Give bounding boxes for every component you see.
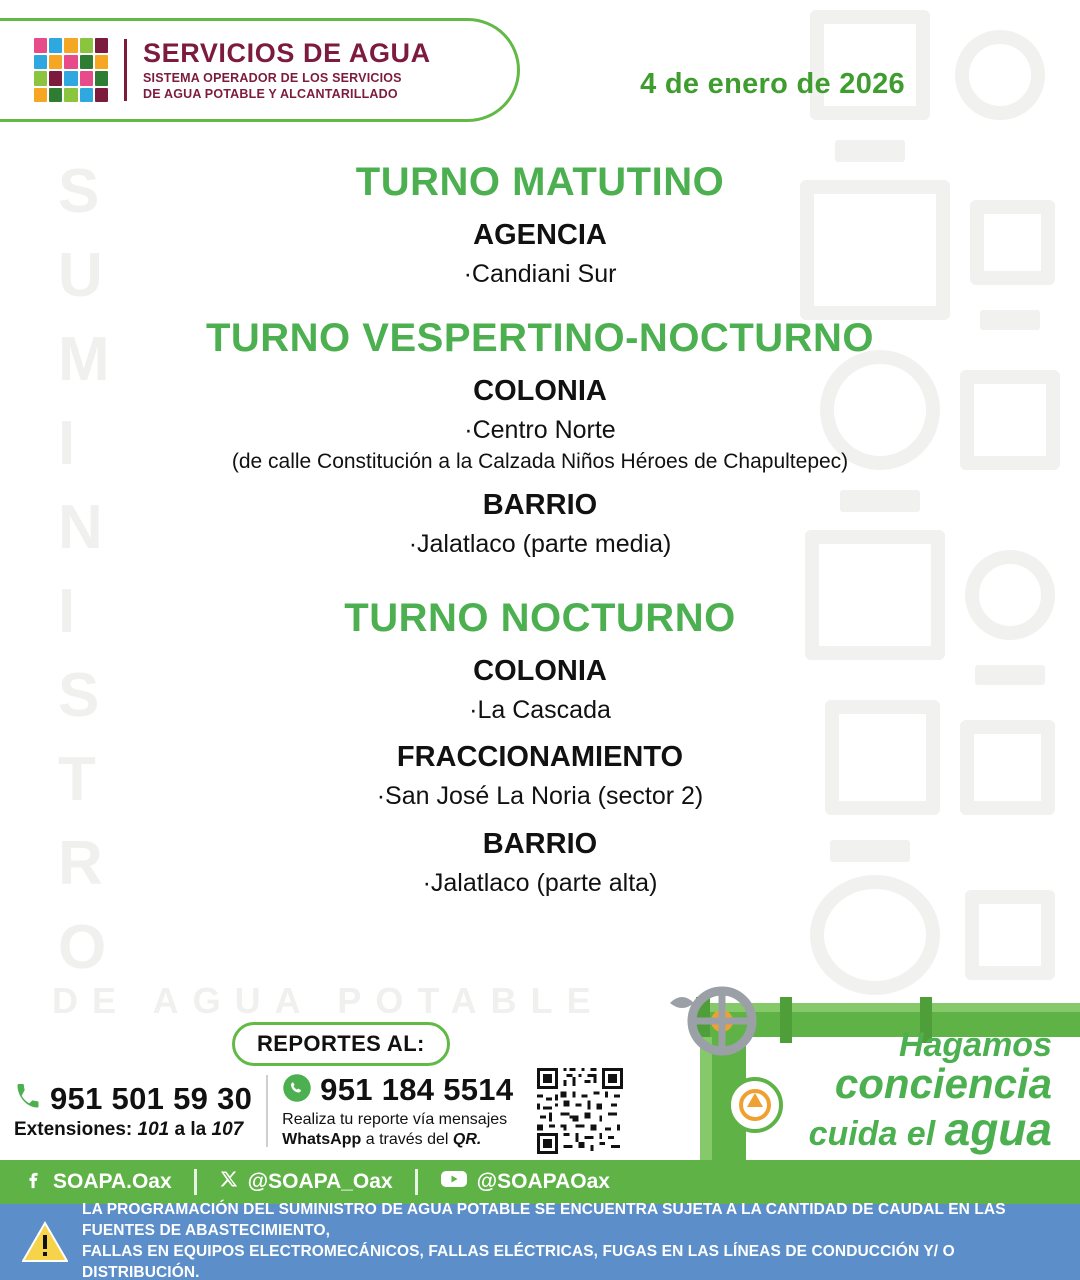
phone-icon [14,1083,42,1116]
watermark-letter: N [58,493,105,562]
spacer [0,300,1080,316]
list-item [0,258,1080,292]
item-note: (de calle Constitución a la Calzada Niños Héroes de Chapultepec) [231,449,849,473]
social-label-youtube: @SOAPAOax [476,1170,610,1193]
footer-line1: LA PROGRAMACIÓN DEL SUMINISTRO DE AGUA POTABLE SE ENCUENTRA SUJETA A LA CANTIDAD DE CAUDAL EN LAS FUENTES DE ABASTECIMIENTO, [82,1201,1006,1240]
category-heading: AGENCIA [473,219,607,251]
category-heading: COLONIA [473,374,607,407]
x-twitter-icon [219,1169,239,1195]
list-item [0,528,1080,562]
shift-title: TURNO VESPERTINO-NOCTURNO [205,315,875,360]
spacer [0,570,1080,596]
list-item [0,867,1080,901]
slogan [808,1026,1052,1155]
social-bar [0,1160,1080,1204]
shift-title: TURNO MATUTINO [355,160,725,204]
whatsapp-number[interactable]: 951 184 5514 [320,1072,514,1107]
watermark-letter: M [58,325,112,394]
social-label-facebook: SOAPA.Oax [53,1170,172,1193]
item-name: ·Centro Norte [464,415,616,444]
org-subtitle-line2: DE AGUA POTABLE Y ALCANTARILLADO [143,86,398,101]
list-item [0,780,1080,814]
publication-date: 4 de enero de 2026 [640,68,905,100]
whatsapp-block [268,1072,527,1150]
phone-number[interactable]: 951 501 59 30 [50,1081,253,1116]
watermark-letter: I [58,409,78,478]
header-banner [0,18,520,122]
watermark-letter: S [58,661,102,730]
item-name: ·Jalatlaco (parte alta) [422,869,658,898]
whatsapp-icon [282,1073,312,1108]
phone-extensions: Extensiones: 101 a la 107 [14,1119,244,1140]
list-item [0,414,1080,475]
category-heading: COLONIA [473,654,607,687]
footer-line2: FALLAS EN EQUIPOS ELECTROMECÁNICOS, FALLAS ELÉCTRICAS, FUGAS EN LAS LÍNEAS DE CONDUCCIÓN Y/ O DISTRIBUCIÓN. [82,1243,955,1280]
watermark-letter: I [58,577,78,646]
social-item-facebook[interactable] [0,1160,194,1204]
category-heading: BARRIO [482,488,598,521]
watermark-letter: O [58,913,109,982]
whatsapp-instructions: Realiza tu reporte vía mensajes WhatsApp a través del QR. [282,1111,508,1148]
org-subtitle-line1: SISTEMA OPERADOR DE LOS SERVICIOS [143,70,402,85]
qr-code[interactable] [537,1068,623,1154]
org-title: SERVICIOS DE AGUA [143,37,431,68]
watermark-letter: R [58,829,105,898]
category-heading: BARRIO [482,828,598,861]
slogan-line2: conciencia [834,1059,1052,1107]
item-name: ·Jalatlaco (parte media) [408,529,672,558]
youtube-icon [440,1168,468,1196]
phone-block [0,1081,266,1141]
item-name: ·La Cascada [469,695,611,724]
social-separator [415,1169,418,1195]
watermark-letter: S [58,157,102,226]
item-name: ·San José La Noria (sector 2) [376,782,704,811]
footer-disclaimer [0,1201,1080,1280]
watermark-letter: T [58,745,98,814]
schedule-content [0,160,1080,925]
header-divider [124,39,127,101]
facebook-icon [22,1168,44,1196]
slogan-line1: Hagamos [898,1026,1052,1064]
category-heading: FRACCIONAMIENTO [396,741,684,774]
social-label-x: @SOAPA_Oax [247,1170,393,1193]
list-item [0,694,1080,728]
spacer [0,909,1080,925]
watermark-bottom-word: DE AGUA POTABLE [52,980,605,1021]
contact-strip [0,1060,760,1162]
shift-title: TURNO NOCTURNO [344,595,736,640]
reports-badge: REPORTES AL: [232,1022,450,1066]
social-separator [194,1169,197,1195]
soapa-logo-icon [34,38,108,102]
social-item-x[interactable] [197,1160,415,1204]
warning-icon [22,1221,68,1263]
item-name: ·Candiani Sur [463,260,617,288]
watermark-letter: U [58,241,105,310]
social-item-youtube[interactable] [418,1160,632,1204]
slogan-line3: cuida el agua [808,1102,1052,1155]
